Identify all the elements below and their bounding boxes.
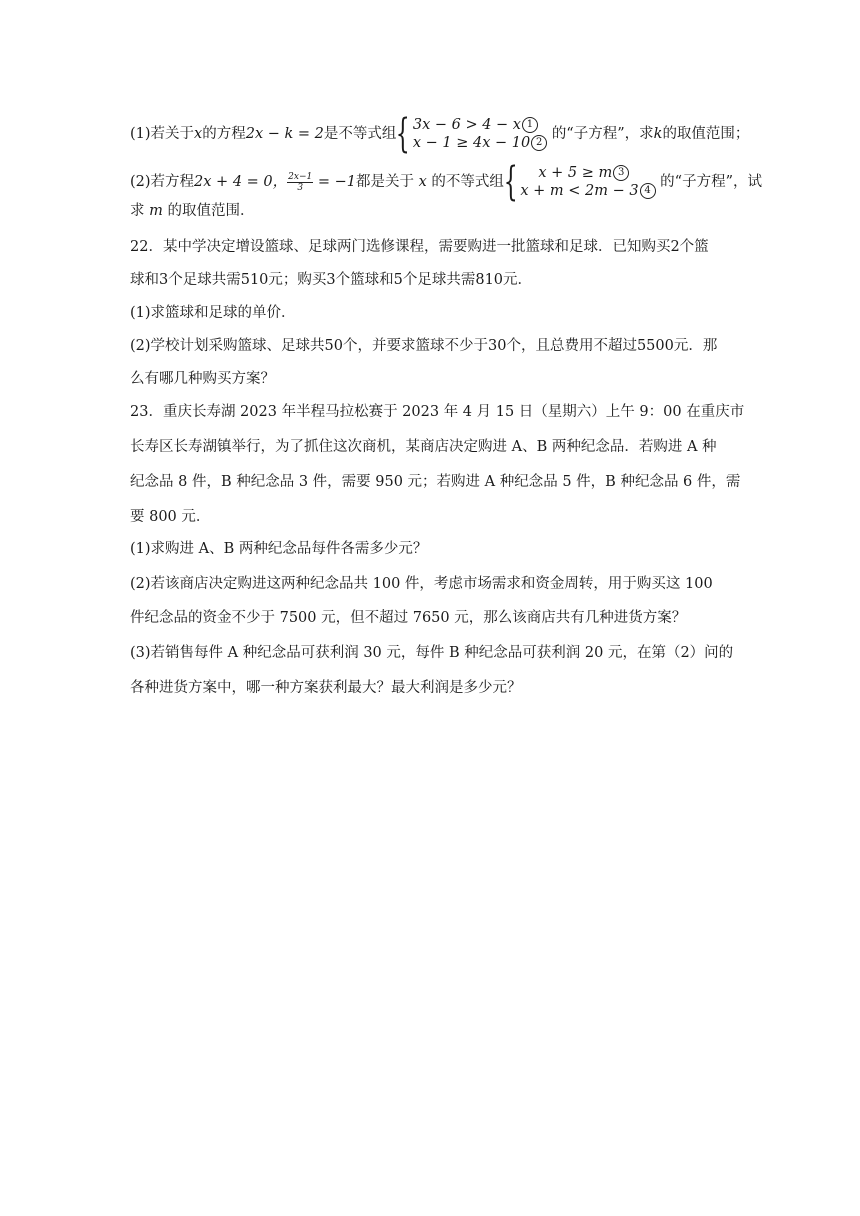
inequality-row: x + 5 ≥ m [538,165,613,181]
fraction-numerator: 2x−1 [288,171,313,182]
circled-number: 3 [613,165,629,181]
equation: 2x + 4 = 0， [194,174,288,190]
inequality-row: x + m < 2m − 3 [520,183,639,199]
math-var: x [194,126,203,142]
q23-part3-line1: (3)若销售每件 A 种纪念品可获利润 30 元，每件 B 种纪念品可获利润 20 元，在第（2）问的 [130,645,734,661]
q22-part2-line1: (2)学校计划采购篮球、足球共50个，并要求篮球不少于30个，且总费用不超过5500元．那 [130,338,718,354]
inequality-row: 3x − 6 > 4 − x [412,117,521,133]
q23-part1: (1)求购进 A、B 两种纪念品每件各需多少元？ [130,541,428,557]
q23-line4: 要 800 元． [130,509,211,525]
text: 求 [130,203,145,219]
text: 的不等式组 [431,174,504,190]
text: (2)若方程 [130,174,195,190]
math-var: k [653,126,663,142]
circled-number: 4 [640,183,656,199]
inequality-system-1: { 3x − 6 > 4 − x 1 x − 1 ≥ 4x − 10 2 [396,114,547,154]
q23-part2-line1: (2)若该商店决定购进这两种纪念品共 100 件，考虑市场需求和资金周转，用于购买这 100 [130,576,713,592]
text: (1)若关于 [130,126,195,142]
q22-line2: 球和3个足球共需510元；购买3个篮球和5个足球共需810元． [130,272,533,288]
q21-part1 [130,111,750,157]
text: 都是关于 [355,174,414,190]
inequality-system-2: { x + 5 ≥ m 3 x + m < 2m − 3 4 [504,162,656,202]
text: 的方程 [202,126,246,142]
q22-part2-line2: 么有哪几种购买方案？ [130,371,275,387]
equation: = −1 [317,174,356,190]
q23-part2-line2: 件纪念品的资金不少于 7500 元，但不超过 7650 元，那么该商店共有几种进货方案？ [130,610,687,626]
inequality-row: x − 1 ≥ 4x − 10 [412,135,531,151]
q23-line1: 23．重庆长寿湖 2023 年半程马拉松赛于 2023 年 4 月 15 日（星期六）上午 9：00 在重庆市 [130,404,745,420]
q23-line2: 长寿区长寿湖镇举行，为了抓住这次商机，某商店决定购进 A、B 两种纪念品．若购进 A 种 [130,439,717,455]
q23-line3: 纪念品 8 件，B 种纪念品 3 件，需要 950 元；若购进 A 种纪念品 5 件，B 种纪念品 6 件，需 [130,474,741,490]
q21-part2-line2 [130,201,254,221]
q22-part1: (1)求篮球和足球的单价． [130,305,296,321]
equation: 2x − k = 2 [245,126,324,142]
q23-part3-line2: 各种进货方案中，哪一种方案获利最大？最大利润是多少元？ [130,680,522,696]
fraction [287,172,313,193]
circled-number: 1 [522,117,538,133]
text: 是不等式组 [323,126,397,142]
text: 的“子方程”，试 [660,174,762,190]
text: 的取值范围； [662,126,750,142]
math-var: m [149,203,163,219]
q21-part2 [130,159,762,205]
math-var: x [418,174,427,190]
fraction-denominator: 3 [297,182,304,193]
text: 的取值范围． [167,203,255,219]
text: 的“子方程”，求 [551,126,654,142]
q22-line1: 22．某中学决定增设篮球、足球两门选修课程，需要购进一批篮球和足球．已知购买2个篮 [130,239,709,255]
circled-number: 2 [531,135,547,151]
